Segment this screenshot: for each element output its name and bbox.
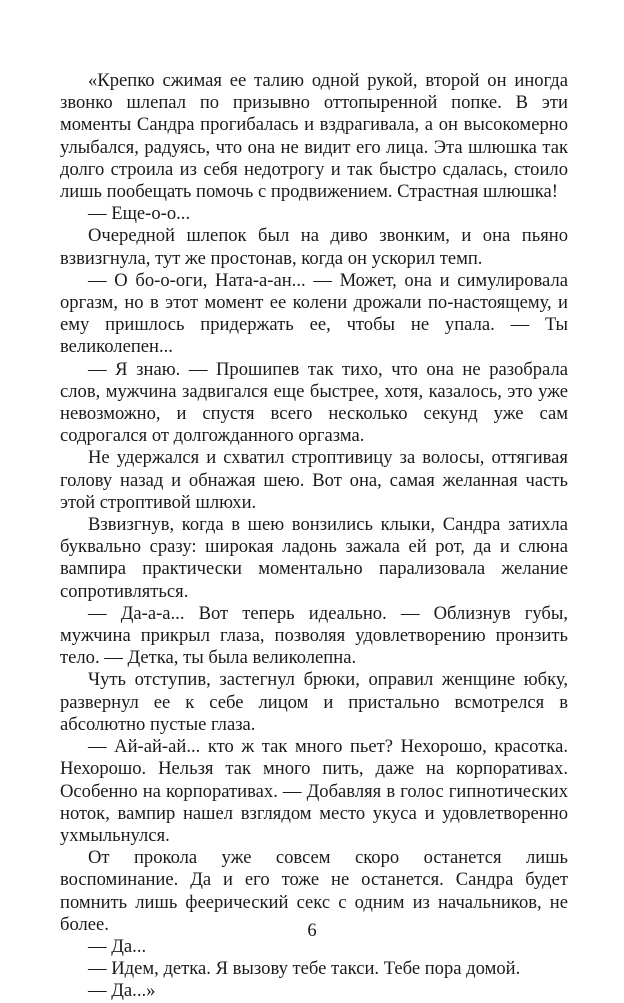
paragraph: От прокола уже совсем скоро останется лишь воспоминание. Да и его тоже не останется. Сандра будет помнить лишь феерический секс с одним из начальников, не более. xyxy=(60,847,568,935)
paragraph: — Да-а-а... Вот теперь идеально. — Облизнув губы, мужчина прикрыл глаза, позволяя удовлетворению пронзить тело. — Детка, ты была великолепна. xyxy=(60,602,568,669)
paragraph: — О бо-о-оги, Ната-а-ан... — Может, она и симулировала оргазм, но в этот момент ее колени дрожали по-настоящему, и ему пришлось придержать ее, чтобы не упала. — Ты великолепен... xyxy=(60,269,568,358)
paragraph: — Идем, детка. Я вызову тебе такси. Тебе пора домой. xyxy=(88,958,521,980)
paragraph: Взвизгнув, когда в шею вонзились клыки, Сандра затихла буквально сразу: широкая ладонь зажала ей рот, да и слюна вампира практически моментально парализовала желание сопротивляться. xyxy=(60,514,568,602)
paragraph: — Да...» xyxy=(88,980,156,1002)
paragraph: Чуть отступив, застегнул брюки, оправил женщине юбку, развернул ее к себе лицом и пристально всмотрелся в абсолютно пустые глаза. xyxy=(60,669,568,735)
page-number: 6 xyxy=(307,920,317,941)
paragraph: — Ай-ай-ай... кто ж так много пьет? Нехорошо, красотка. Нехорошо. Нельзя так много пить, даже на корпоративах. Особенно на корпоративах. — Добавляя в голос гипнотических ноток, вампир нашел взглядом место укуса и удовлетворенно ухмыльнулся. xyxy=(60,736,568,846)
body-text xyxy=(60,70,568,1003)
paragraph: Не удержался и схватил строптивицу за волосы, оттягивая голову назад и обнажая шею. Вот она, самая желанная часть этой строптивой шлюхи. xyxy=(60,447,568,513)
paragraph: — Еще-о-о... xyxy=(88,203,191,225)
paragraph: — Да... xyxy=(88,935,147,957)
paragraph: — Я знаю. — Прошипев так тихо, что она не разобрала слов, мужчина задвигался еще быстрее, хотя, казалось, это уже невозможно, и спустя всего несколько секунд уже сам содрогался от долгожданного оргазма. xyxy=(60,358,568,447)
paragraph: Очередной шлепок был на диво звонким, и она пьяно взвизгнула, тут же простонав, когда он ускорил темп. xyxy=(60,225,568,269)
paragraph: «Крепко сжимая ее талию одной рукой, второй он иногда звонко шлепал по призывно оттопыренной попке. В эти моменты Сандра прогибалась и вздрагивала, а он высокомерно улыбался, радуясь, что она не видит его лица. Эта шлюшка так долго строила из себя недотрогу и так быстро сдалась, стоило лишь пообещать помочь с продвижением. Страстная шлюшка! xyxy=(60,70,568,203)
